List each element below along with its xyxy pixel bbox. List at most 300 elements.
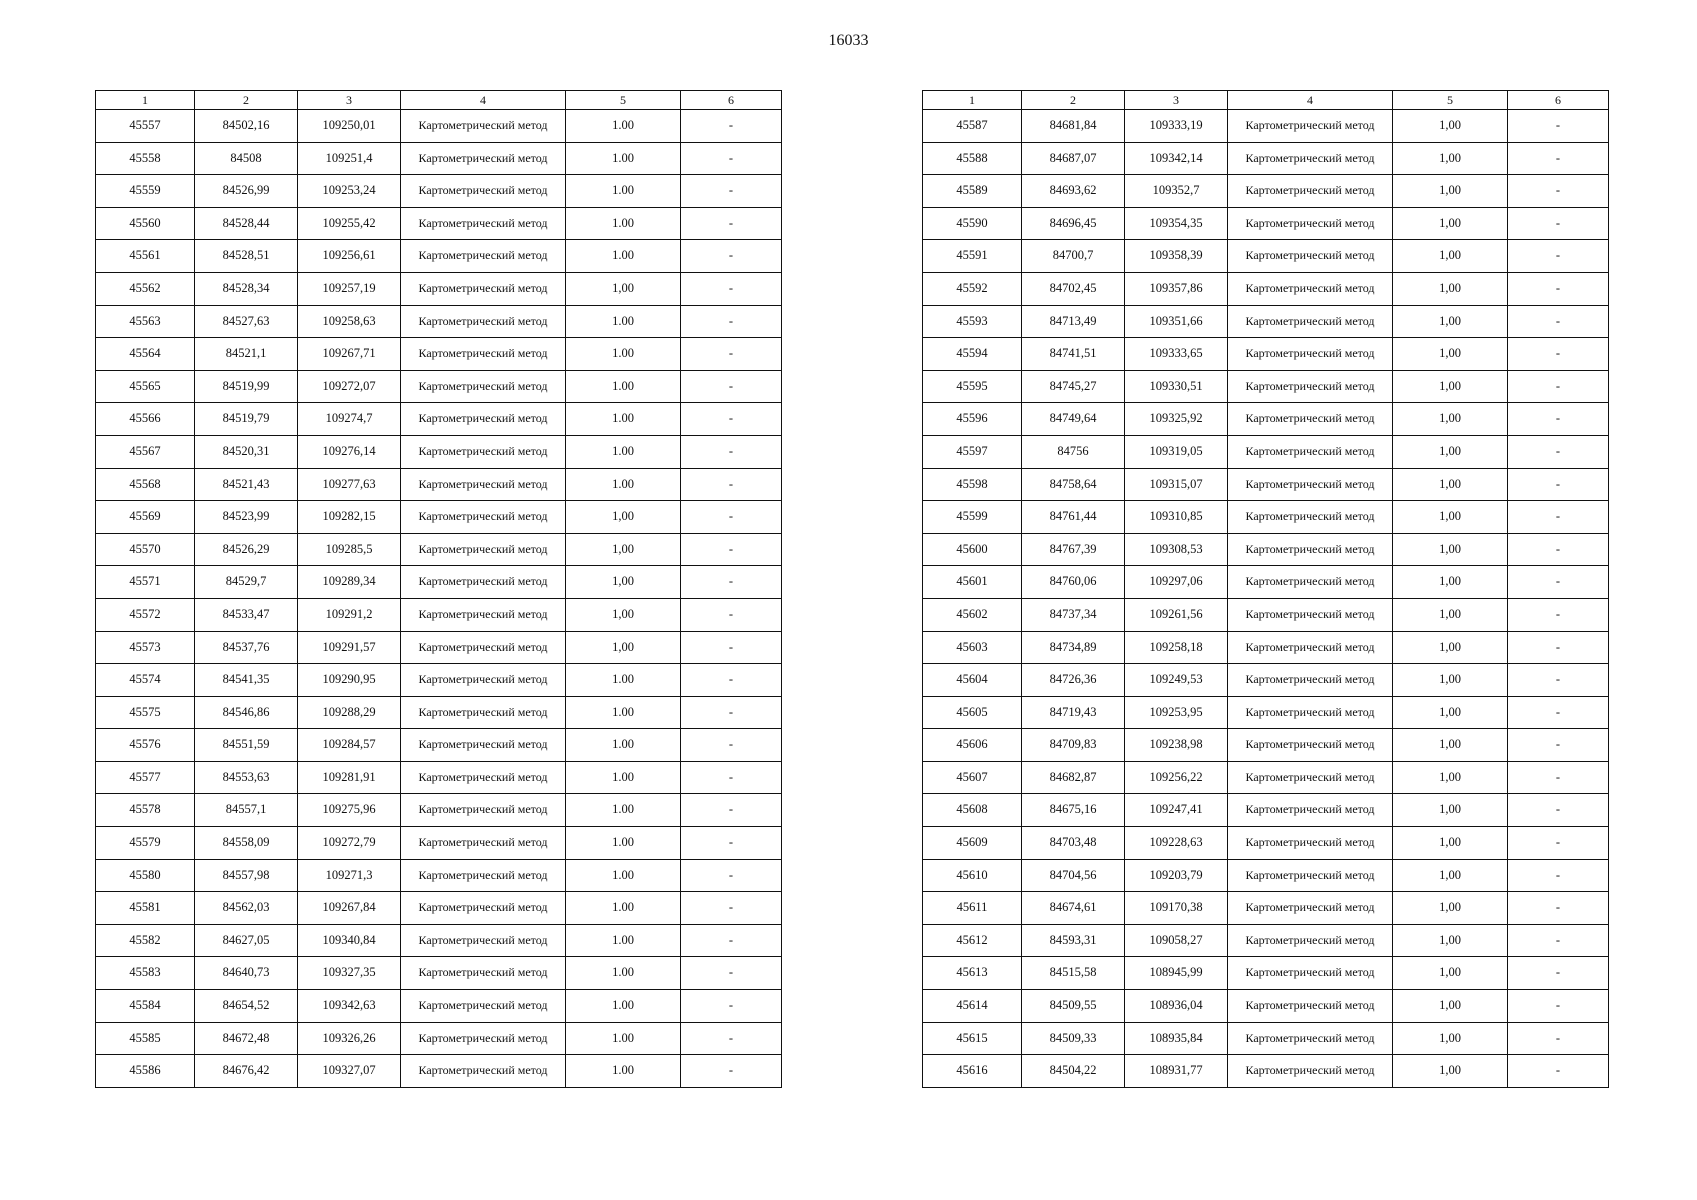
point-number-cell: 45606 xyxy=(923,729,1022,762)
y-coordinate-cell: 109357,86 xyxy=(1125,272,1228,305)
x-coordinate-cell: 84693,62 xyxy=(1022,175,1125,208)
y-coordinate-cell: 109256,22 xyxy=(1125,761,1228,794)
method-cell: Картометрический метод xyxy=(1228,240,1393,273)
y-coordinate-cell: 109228,63 xyxy=(1125,827,1228,860)
y-coordinate-cell: 109288,29 xyxy=(298,696,401,729)
x-coordinate-cell: 84761,44 xyxy=(1022,501,1125,534)
accuracy-cell: 1,00 xyxy=(1393,175,1508,208)
x-coordinate-cell: 84523,99 xyxy=(195,501,298,534)
accuracy-cell: 1,00 xyxy=(1393,468,1508,501)
accuracy-cell: 1.00 xyxy=(566,827,681,860)
point-number-cell: 45593 xyxy=(923,305,1022,338)
y-coordinate-cell: 109276,14 xyxy=(298,435,401,468)
x-coordinate-cell: 84741,51 xyxy=(1022,338,1125,371)
point-number-cell: 45565 xyxy=(96,370,195,403)
accuracy-cell: 1.00 xyxy=(566,240,681,273)
note-cell: - xyxy=(1508,664,1609,697)
accuracy-cell: 1.00 xyxy=(566,924,681,957)
method-cell: Картометрический метод xyxy=(401,566,566,599)
column-header: 6 xyxy=(1508,91,1609,110)
x-coordinate-cell: 84593,31 xyxy=(1022,924,1125,957)
point-number-cell: 45590 xyxy=(923,207,1022,240)
column-header: 6 xyxy=(681,91,782,110)
point-number-cell: 45602 xyxy=(923,598,1022,631)
note-cell: - xyxy=(1508,305,1609,338)
x-coordinate-cell: 84713,49 xyxy=(1022,305,1125,338)
accuracy-cell: 1.00 xyxy=(566,175,681,208)
accuracy-cell: 1,00 xyxy=(1393,240,1508,273)
table-row xyxy=(96,957,782,990)
y-coordinate-cell: 109308,53 xyxy=(1125,533,1228,566)
point-number-cell: 45603 xyxy=(923,631,1022,664)
note-cell: - xyxy=(1508,142,1609,175)
table-row xyxy=(923,370,1609,403)
point-number-cell: 45578 xyxy=(96,794,195,827)
accuracy-cell: 1.00 xyxy=(566,664,681,697)
column-header: 3 xyxy=(298,91,401,110)
coordinates-table-right xyxy=(922,90,1609,1088)
table-body xyxy=(96,110,782,1088)
method-cell: Картометрический метод xyxy=(1228,924,1393,957)
table-row xyxy=(96,892,782,925)
y-coordinate-cell: 109275,96 xyxy=(298,794,401,827)
point-number-cell: 45598 xyxy=(923,468,1022,501)
note-cell: - xyxy=(1508,1022,1609,1055)
accuracy-cell: 1,00 xyxy=(1393,110,1508,143)
x-coordinate-cell: 84521,43 xyxy=(195,468,298,501)
method-cell: Картометрический метод xyxy=(401,696,566,729)
y-coordinate-cell: 108945,99 xyxy=(1125,957,1228,990)
table-row xyxy=(923,924,1609,957)
accuracy-cell: 1,00 xyxy=(1393,338,1508,371)
note-cell: - xyxy=(681,501,782,534)
column-header: 2 xyxy=(195,91,298,110)
point-number-cell: 45615 xyxy=(923,1022,1022,1055)
point-number-cell: 45610 xyxy=(923,859,1022,892)
point-number-cell: 45595 xyxy=(923,370,1022,403)
table-row xyxy=(923,1055,1609,1088)
table-row xyxy=(923,892,1609,925)
note-cell: - xyxy=(1508,761,1609,794)
y-coordinate-cell: 109291,57 xyxy=(298,631,401,664)
x-coordinate-cell: 84756 xyxy=(1022,435,1125,468)
method-cell: Картометрический метод xyxy=(401,533,566,566)
accuracy-cell: 1,00 xyxy=(566,631,681,664)
table-row xyxy=(96,859,782,892)
point-number-cell: 45576 xyxy=(96,729,195,762)
y-coordinate-cell: 109253,24 xyxy=(298,175,401,208)
note-cell: - xyxy=(681,1022,782,1055)
x-coordinate-cell: 84703,48 xyxy=(1022,827,1125,860)
y-coordinate-cell: 109267,71 xyxy=(298,338,401,371)
method-cell: Картометрический метод xyxy=(1228,403,1393,436)
method-cell: Картометрический метод xyxy=(1228,175,1393,208)
y-coordinate-cell: 109289,34 xyxy=(298,566,401,599)
note-cell: - xyxy=(681,566,782,599)
accuracy-cell: 1.00 xyxy=(566,468,681,501)
method-cell: Картометрический метод xyxy=(401,403,566,436)
accuracy-cell: 1,00 xyxy=(1393,892,1508,925)
method-cell: Картометрический метод xyxy=(401,1055,566,1088)
note-cell: - xyxy=(1508,696,1609,729)
accuracy-cell: 1.00 xyxy=(566,1055,681,1088)
accuracy-cell: 1.00 xyxy=(566,892,681,925)
accuracy-cell: 1.00 xyxy=(566,338,681,371)
y-coordinate-cell: 109282,15 xyxy=(298,501,401,534)
y-coordinate-cell: 109325,92 xyxy=(1125,403,1228,436)
accuracy-cell: 1.00 xyxy=(566,142,681,175)
note-cell: - xyxy=(681,729,782,762)
column-header: 3 xyxy=(1125,91,1228,110)
x-coordinate-cell: 84528,34 xyxy=(195,272,298,305)
method-cell: Картометрический метод xyxy=(1228,761,1393,794)
point-number-cell: 45601 xyxy=(923,566,1022,599)
accuracy-cell: 1.00 xyxy=(566,403,681,436)
x-coordinate-cell: 84527,63 xyxy=(195,305,298,338)
note-cell: - xyxy=(681,761,782,794)
method-cell: Картометрический метод xyxy=(1228,305,1393,338)
note-cell: - xyxy=(1508,240,1609,273)
x-coordinate-cell: 84700,7 xyxy=(1022,240,1125,273)
table-row xyxy=(96,533,782,566)
note-cell: - xyxy=(1508,957,1609,990)
y-coordinate-cell: 108931,77 xyxy=(1125,1055,1228,1088)
y-coordinate-cell: 109315,07 xyxy=(1125,468,1228,501)
point-number-cell: 45567 xyxy=(96,435,195,468)
method-cell: Картометрический метод xyxy=(1228,631,1393,664)
table-row xyxy=(96,794,782,827)
x-coordinate-cell: 84726,36 xyxy=(1022,664,1125,697)
x-coordinate-cell: 84675,16 xyxy=(1022,794,1125,827)
y-coordinate-cell: 109238,98 xyxy=(1125,729,1228,762)
x-coordinate-cell: 84719,43 xyxy=(1022,696,1125,729)
accuracy-cell: 1,00 xyxy=(1393,761,1508,794)
y-coordinate-cell: 109284,57 xyxy=(298,729,401,762)
x-coordinate-cell: 84767,39 xyxy=(1022,533,1125,566)
y-coordinate-cell: 109285,5 xyxy=(298,533,401,566)
x-coordinate-cell: 84681,84 xyxy=(1022,110,1125,143)
accuracy-cell: 1,00 xyxy=(1393,305,1508,338)
note-cell: - xyxy=(1508,827,1609,860)
method-cell: Картометрический метод xyxy=(401,468,566,501)
note-cell: - xyxy=(681,468,782,501)
column-header: 4 xyxy=(401,91,566,110)
note-cell: - xyxy=(1508,892,1609,925)
point-number-cell: 45561 xyxy=(96,240,195,273)
method-cell: Картометрический метод xyxy=(1228,338,1393,371)
point-number-cell: 45560 xyxy=(96,207,195,240)
note-cell: - xyxy=(681,631,782,664)
x-coordinate-cell: 84676,42 xyxy=(195,1055,298,1088)
note-cell: - xyxy=(1508,338,1609,371)
x-coordinate-cell: 84553,63 xyxy=(195,761,298,794)
point-number-cell: 45587 xyxy=(923,110,1022,143)
table-row xyxy=(96,924,782,957)
y-coordinate-cell: 109251,4 xyxy=(298,142,401,175)
column-header: 1 xyxy=(96,91,195,110)
accuracy-cell: 1,00 xyxy=(1393,501,1508,534)
table-row xyxy=(923,827,1609,860)
x-coordinate-cell: 84557,98 xyxy=(195,859,298,892)
y-coordinate-cell: 108936,04 xyxy=(1125,990,1228,1023)
note-cell: - xyxy=(1508,468,1609,501)
table-row xyxy=(923,566,1609,599)
table-row xyxy=(96,598,782,631)
point-number-cell: 45597 xyxy=(923,435,1022,468)
method-cell: Картометрический метод xyxy=(1228,566,1393,599)
table-row xyxy=(923,468,1609,501)
accuracy-cell: 1,00 xyxy=(566,598,681,631)
point-number-cell: 45579 xyxy=(96,827,195,860)
note-cell: - xyxy=(681,696,782,729)
table-row xyxy=(96,370,782,403)
y-coordinate-cell: 109277,63 xyxy=(298,468,401,501)
method-cell: Картометрический метод xyxy=(401,142,566,175)
note-cell: - xyxy=(1508,207,1609,240)
method-cell: Картометрический метод xyxy=(1228,468,1393,501)
note-cell: - xyxy=(1508,403,1609,436)
accuracy-cell: 1.00 xyxy=(566,110,681,143)
note-cell: - xyxy=(681,892,782,925)
table-row xyxy=(96,272,782,305)
point-number-cell: 45611 xyxy=(923,892,1022,925)
y-coordinate-cell: 109272,07 xyxy=(298,370,401,403)
x-coordinate-cell: 84520,31 xyxy=(195,435,298,468)
method-cell: Картометрический метод xyxy=(1228,1022,1393,1055)
method-cell: Картометрический метод xyxy=(401,370,566,403)
x-coordinate-cell: 84519,79 xyxy=(195,403,298,436)
table-row xyxy=(96,338,782,371)
note-cell: - xyxy=(681,957,782,990)
table-row xyxy=(923,207,1609,240)
method-cell: Картометрический метод xyxy=(401,598,566,631)
point-number-cell: 45607 xyxy=(923,761,1022,794)
note-cell: - xyxy=(1508,859,1609,892)
x-coordinate-cell: 84674,61 xyxy=(1022,892,1125,925)
table-row xyxy=(923,501,1609,534)
accuracy-cell: 1.00 xyxy=(566,435,681,468)
y-coordinate-cell: 109290,95 xyxy=(298,664,401,697)
table-row xyxy=(96,175,782,208)
method-cell: Картометрический метод xyxy=(401,924,566,957)
table-row xyxy=(923,142,1609,175)
point-number-cell: 45557 xyxy=(96,110,195,143)
column-header: 5 xyxy=(566,91,681,110)
point-number-cell: 45596 xyxy=(923,403,1022,436)
point-number-cell: 45572 xyxy=(96,598,195,631)
y-coordinate-cell: 109272,79 xyxy=(298,827,401,860)
table-row xyxy=(96,729,782,762)
x-coordinate-cell: 84521,1 xyxy=(195,338,298,371)
y-coordinate-cell: 109327,35 xyxy=(298,957,401,990)
x-coordinate-cell: 84734,89 xyxy=(1022,631,1125,664)
table-row xyxy=(96,240,782,273)
table-row xyxy=(923,435,1609,468)
point-number-cell: 45575 xyxy=(96,696,195,729)
x-coordinate-cell: 84515,58 xyxy=(1022,957,1125,990)
note-cell: - xyxy=(681,240,782,273)
y-coordinate-cell: 109249,53 xyxy=(1125,664,1228,697)
y-coordinate-cell: 109358,39 xyxy=(1125,240,1228,273)
x-coordinate-cell: 84551,59 xyxy=(195,729,298,762)
method-cell: Картометрический метод xyxy=(1228,501,1393,534)
x-coordinate-cell: 84562,03 xyxy=(195,892,298,925)
table-row xyxy=(923,240,1609,273)
table-row xyxy=(96,207,782,240)
x-coordinate-cell: 84654,52 xyxy=(195,990,298,1023)
method-cell: Картометрический метод xyxy=(401,827,566,860)
y-coordinate-cell: 109261,56 xyxy=(1125,598,1228,631)
point-number-cell: 45599 xyxy=(923,501,1022,534)
x-coordinate-cell: 84546,86 xyxy=(195,696,298,729)
x-coordinate-cell: 84557,1 xyxy=(195,794,298,827)
table-row xyxy=(96,1022,782,1055)
method-cell: Картометрический метод xyxy=(1228,696,1393,729)
table-row xyxy=(923,272,1609,305)
point-number-cell: 45594 xyxy=(923,338,1022,371)
method-cell: Картометрический метод xyxy=(401,729,566,762)
table-body xyxy=(923,110,1609,1088)
note-cell: - xyxy=(681,142,782,175)
x-coordinate-cell: 84541,35 xyxy=(195,664,298,697)
accuracy-cell: 1,00 xyxy=(1393,859,1508,892)
y-coordinate-cell: 109352,7 xyxy=(1125,175,1228,208)
note-cell: - xyxy=(1508,1055,1609,1088)
method-cell: Картометрический метод xyxy=(401,990,566,1023)
accuracy-cell: 1,00 xyxy=(1393,794,1508,827)
accuracy-cell: 1,00 xyxy=(566,501,681,534)
method-cell: Картометрический метод xyxy=(1228,892,1393,925)
method-cell: Картометрический метод xyxy=(1228,370,1393,403)
x-coordinate-cell: 84509,33 xyxy=(1022,1022,1125,1055)
method-cell: Картометрический метод xyxy=(401,207,566,240)
column-header: 4 xyxy=(1228,91,1393,110)
point-number-cell: 45564 xyxy=(96,338,195,371)
point-number-cell: 45562 xyxy=(96,272,195,305)
y-coordinate-cell: 109203,79 xyxy=(1125,859,1228,892)
x-coordinate-cell: 84509,55 xyxy=(1022,990,1125,1023)
point-number-cell: 45569 xyxy=(96,501,195,534)
table-row xyxy=(923,305,1609,338)
accuracy-cell: 1,00 xyxy=(1393,729,1508,762)
table-row xyxy=(96,664,782,697)
note-cell: - xyxy=(681,435,782,468)
method-cell: Картометрический метод xyxy=(401,240,566,273)
y-coordinate-cell: 109327,07 xyxy=(298,1055,401,1088)
note-cell: - xyxy=(681,794,782,827)
accuracy-cell: 1.00 xyxy=(566,305,681,338)
method-cell: Картометрический метод xyxy=(401,305,566,338)
table-row xyxy=(923,761,1609,794)
point-number-cell: 45586 xyxy=(96,1055,195,1088)
point-number-cell: 45614 xyxy=(923,990,1022,1023)
y-coordinate-cell: 109319,05 xyxy=(1125,435,1228,468)
table-row xyxy=(923,859,1609,892)
table-row xyxy=(96,696,782,729)
point-number-cell: 45608 xyxy=(923,794,1022,827)
x-coordinate-cell: 84558,09 xyxy=(195,827,298,860)
method-cell: Картометрический метод xyxy=(1228,990,1393,1023)
table-row xyxy=(923,990,1609,1023)
note-cell: - xyxy=(1508,110,1609,143)
point-number-cell: 45563 xyxy=(96,305,195,338)
accuracy-cell: 1.00 xyxy=(566,859,681,892)
column-header: 5 xyxy=(1393,91,1508,110)
note-cell: - xyxy=(681,370,782,403)
note-cell: - xyxy=(681,110,782,143)
accuracy-cell: 1,00 xyxy=(566,566,681,599)
accuracy-cell: 1,00 xyxy=(1393,827,1508,860)
method-cell: Картометрический метод xyxy=(401,664,566,697)
table-row xyxy=(923,338,1609,371)
accuracy-cell: 1,00 xyxy=(1393,403,1508,436)
note-cell: - xyxy=(681,175,782,208)
y-coordinate-cell: 109281,91 xyxy=(298,761,401,794)
table-row xyxy=(96,566,782,599)
point-number-cell: 45591 xyxy=(923,240,1022,273)
point-number-cell: 45574 xyxy=(96,664,195,697)
method-cell: Картометрический метод xyxy=(401,501,566,534)
method-cell: Картометрический метод xyxy=(1228,859,1393,892)
method-cell: Картометрический метод xyxy=(401,859,566,892)
table-row xyxy=(96,305,782,338)
x-coordinate-cell: 84627,05 xyxy=(195,924,298,957)
method-cell: Картометрический метод xyxy=(401,110,566,143)
method-cell: Картометрический метод xyxy=(1228,142,1393,175)
x-coordinate-cell: 84760,06 xyxy=(1022,566,1125,599)
point-number-cell: 45589 xyxy=(923,175,1022,208)
accuracy-cell: 1,00 xyxy=(1393,631,1508,664)
y-coordinate-cell: 109247,41 xyxy=(1125,794,1228,827)
point-number-cell: 45605 xyxy=(923,696,1022,729)
accuracy-cell: 1.00 xyxy=(566,370,681,403)
accuracy-cell: 1.00 xyxy=(566,761,681,794)
y-coordinate-cell: 109274,7 xyxy=(298,403,401,436)
point-number-cell: 45581 xyxy=(96,892,195,925)
x-coordinate-cell: 84745,27 xyxy=(1022,370,1125,403)
x-coordinate-cell: 84640,73 xyxy=(195,957,298,990)
note-cell: - xyxy=(1508,533,1609,566)
note-cell: - xyxy=(1508,598,1609,631)
point-number-cell: 45592 xyxy=(923,272,1022,305)
method-cell: Картометрический метод xyxy=(1228,598,1393,631)
method-cell: Картометрический метод xyxy=(1228,794,1393,827)
table-row xyxy=(96,990,782,1023)
point-number-cell: 45568 xyxy=(96,468,195,501)
column-header: 1 xyxy=(923,91,1022,110)
method-cell: Картометрический метод xyxy=(1228,207,1393,240)
method-cell: Картометрический метод xyxy=(401,435,566,468)
method-cell: Картометрический метод xyxy=(1228,729,1393,762)
point-number-cell: 45570 xyxy=(96,533,195,566)
method-cell: Картометрический метод xyxy=(401,175,566,208)
accuracy-cell: 1.00 xyxy=(566,794,681,827)
y-coordinate-cell: 109340,84 xyxy=(298,924,401,957)
x-coordinate-cell: 84528,51 xyxy=(195,240,298,273)
x-coordinate-cell: 84526,29 xyxy=(195,533,298,566)
note-cell: - xyxy=(1508,175,1609,208)
method-cell: Картометрический метод xyxy=(1228,1055,1393,1088)
table-row xyxy=(923,175,1609,208)
note-cell: - xyxy=(681,827,782,860)
accuracy-cell: 1,00 xyxy=(1393,435,1508,468)
accuracy-cell: 1,00 xyxy=(1393,370,1508,403)
x-coordinate-cell: 84696,45 xyxy=(1022,207,1125,240)
accuracy-cell: 1,00 xyxy=(1393,598,1508,631)
note-cell: - xyxy=(681,533,782,566)
method-cell: Картометрический метод xyxy=(1228,664,1393,697)
table-row xyxy=(923,598,1609,631)
